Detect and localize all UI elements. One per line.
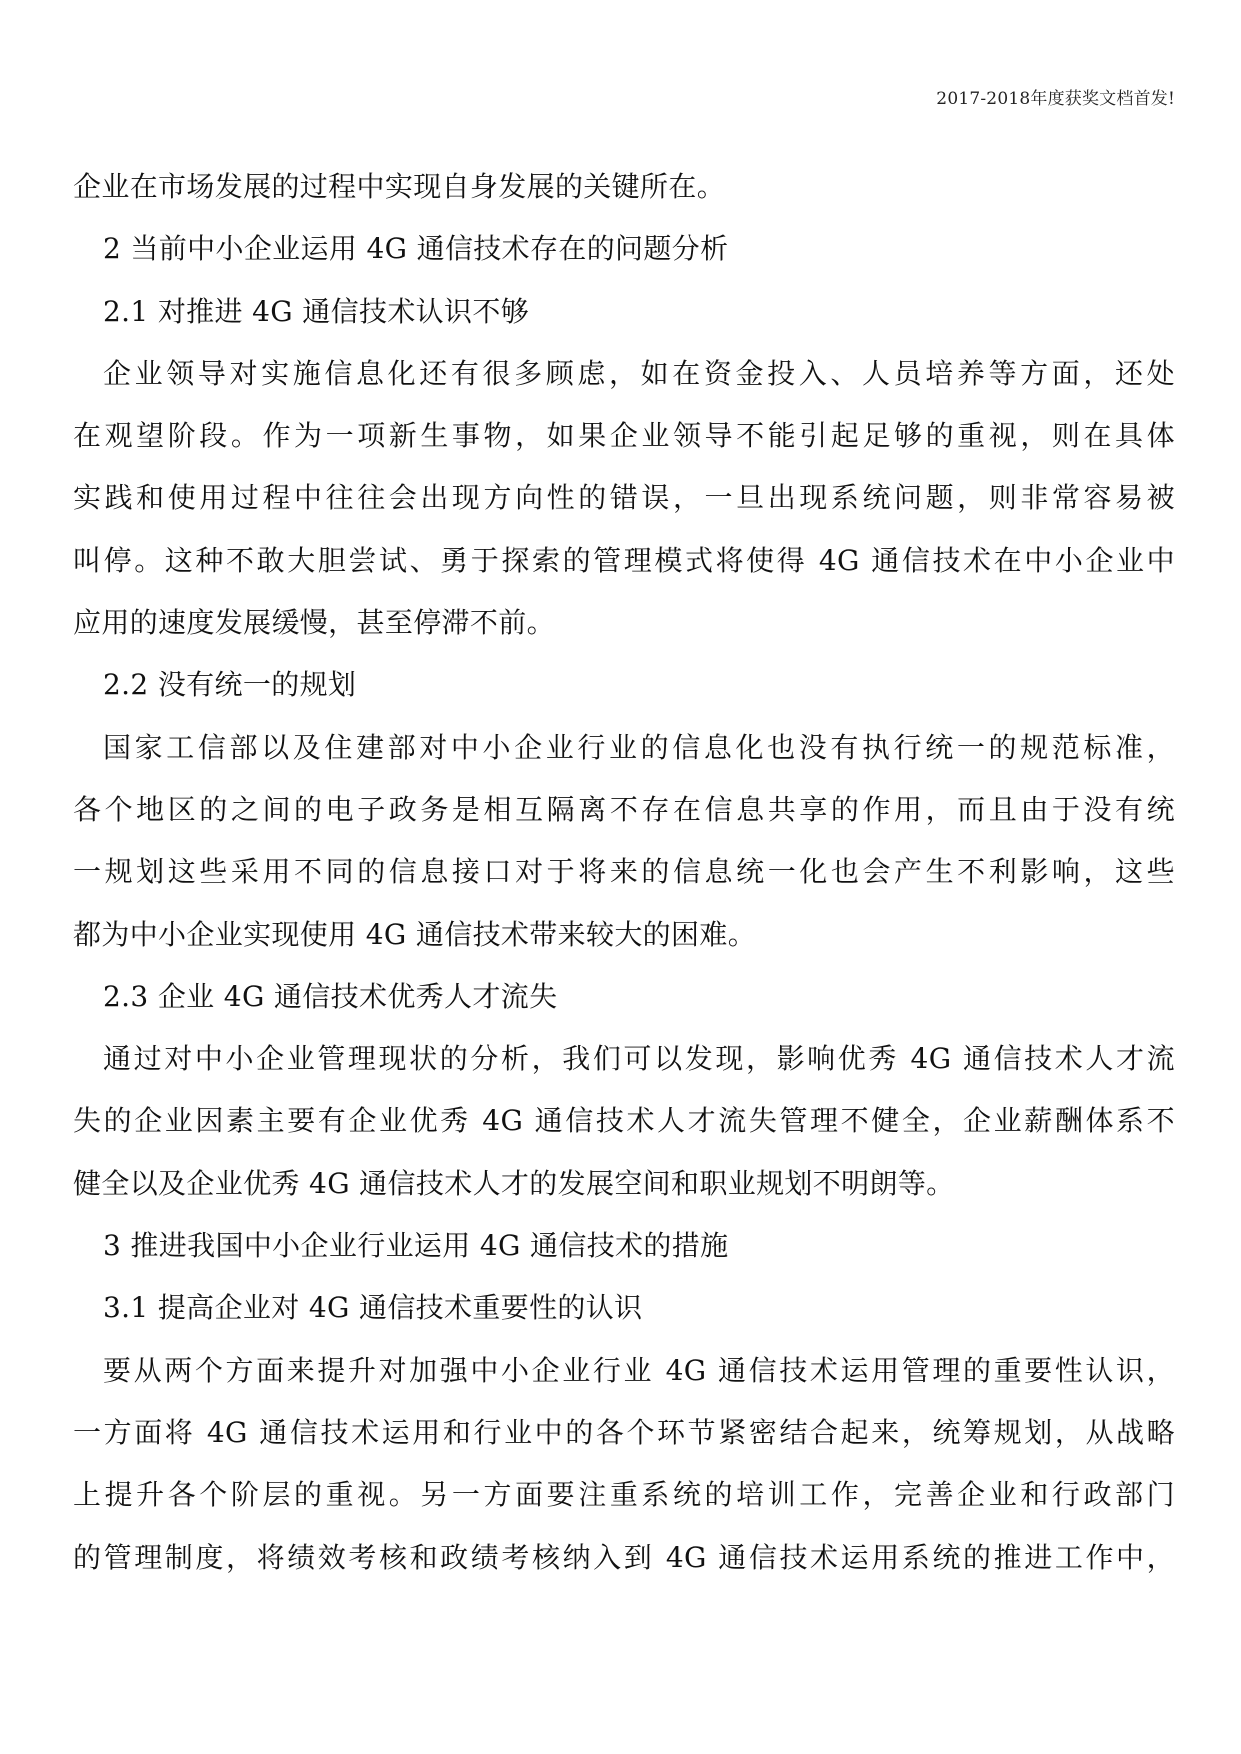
paragraph-line: 各个地区的之间的电子政务是相互隔离不存在信息共享的作用，而且由于没有统 (73, 792, 1175, 826)
paragraph-line: 上提升各个阶层的重视。另一方面要注重系统的培训工作，完善企业和行政部门 (73, 1478, 1175, 1512)
paragraph-line: 要从两个方面来提升对加强中小企业行业 4G 通信技术运用管理的重要性认识， (103, 1353, 1175, 1387)
paragraph-line: 的管理制度，将绩效考核和政绩考核纳入到 4G 通信技术运用系统的推进工作中， (73, 1540, 1175, 1574)
paragraph-line: 叫停。这种不敢大胆尝试、勇于探索的管理模式将使得 4G 通信技术在中小企业中 (73, 543, 1175, 577)
paragraph-line: 企业领导对实施信息化还有很多顾虑，如在资金投入、人员培养等方面，还处 (103, 356, 1175, 390)
paragraph-line: 实践和使用过程中往往会出现方向性的错误，一旦出现系统问题，则非常容易被 (73, 481, 1175, 515)
section-heading: 2 当前中小企业运用 4G 通信技术存在的问题分析 (103, 232, 729, 266)
paragraph-line: 失的企业因素主要有企业优秀 4G 通信技术人才流失管理不健全，企业薪酬体系不 (73, 1104, 1175, 1138)
paragraph-line: 通过对中小企业管理现状的分析，我们可以发现，影响优秀 4G 通信技术人才流 (103, 1042, 1175, 1076)
paragraph-line: 企业在市场发展的过程中实现自身发展的关键所在。 (73, 170, 726, 203)
paragraph-line: 应用的速度发展缓慢，甚至停滞不前。 (73, 606, 555, 640)
subsection-heading: 3.1 提高企业对 4G 通信技术重要性的认识 (103, 1291, 643, 1325)
paragraph-line: 都为中小企业实现使用 4G 通信技术带来较大的困难。 (73, 917, 757, 951)
subsection-heading: 2.2 没有统一的规划 (103, 668, 357, 702)
paragraph-line: 一方面将 4G 通信技术运用和行业中的各个环节紧密结合起来，统筹规划，从战略 (73, 1415, 1175, 1449)
paragraph-line: 健全以及企业优秀 4G 通信技术人才的发展空间和职业规划不明朗等。 (73, 1166, 955, 1200)
subsection-heading: 2.1 对推进 4G 通信技术认识不够 (103, 294, 530, 328)
document-body (73, 156, 1175, 1589)
paragraph-line: 一规划这些采用不同的信息接口对于将来的信息统一化也会产生不利影响，这些 (73, 855, 1175, 889)
subsection-heading: 2.3 企业 4G 通信技术优秀人才流失 (103, 979, 558, 1013)
header-note: 2017-2018年度获奖文档首发! (936, 89, 1175, 109)
section-heading: 3 推进我国中小企业行业运用 4G 通信技术的措施 (103, 1229, 729, 1263)
paragraph-line: 在观望阶段。作为一项新生事物，如果企业领导不能引起足够的重视，则在具体 (73, 419, 1175, 453)
paragraph-line: 国家工信部以及住建部对中小企业行业的信息化也没有执行统一的规范标准， (103, 730, 1175, 764)
